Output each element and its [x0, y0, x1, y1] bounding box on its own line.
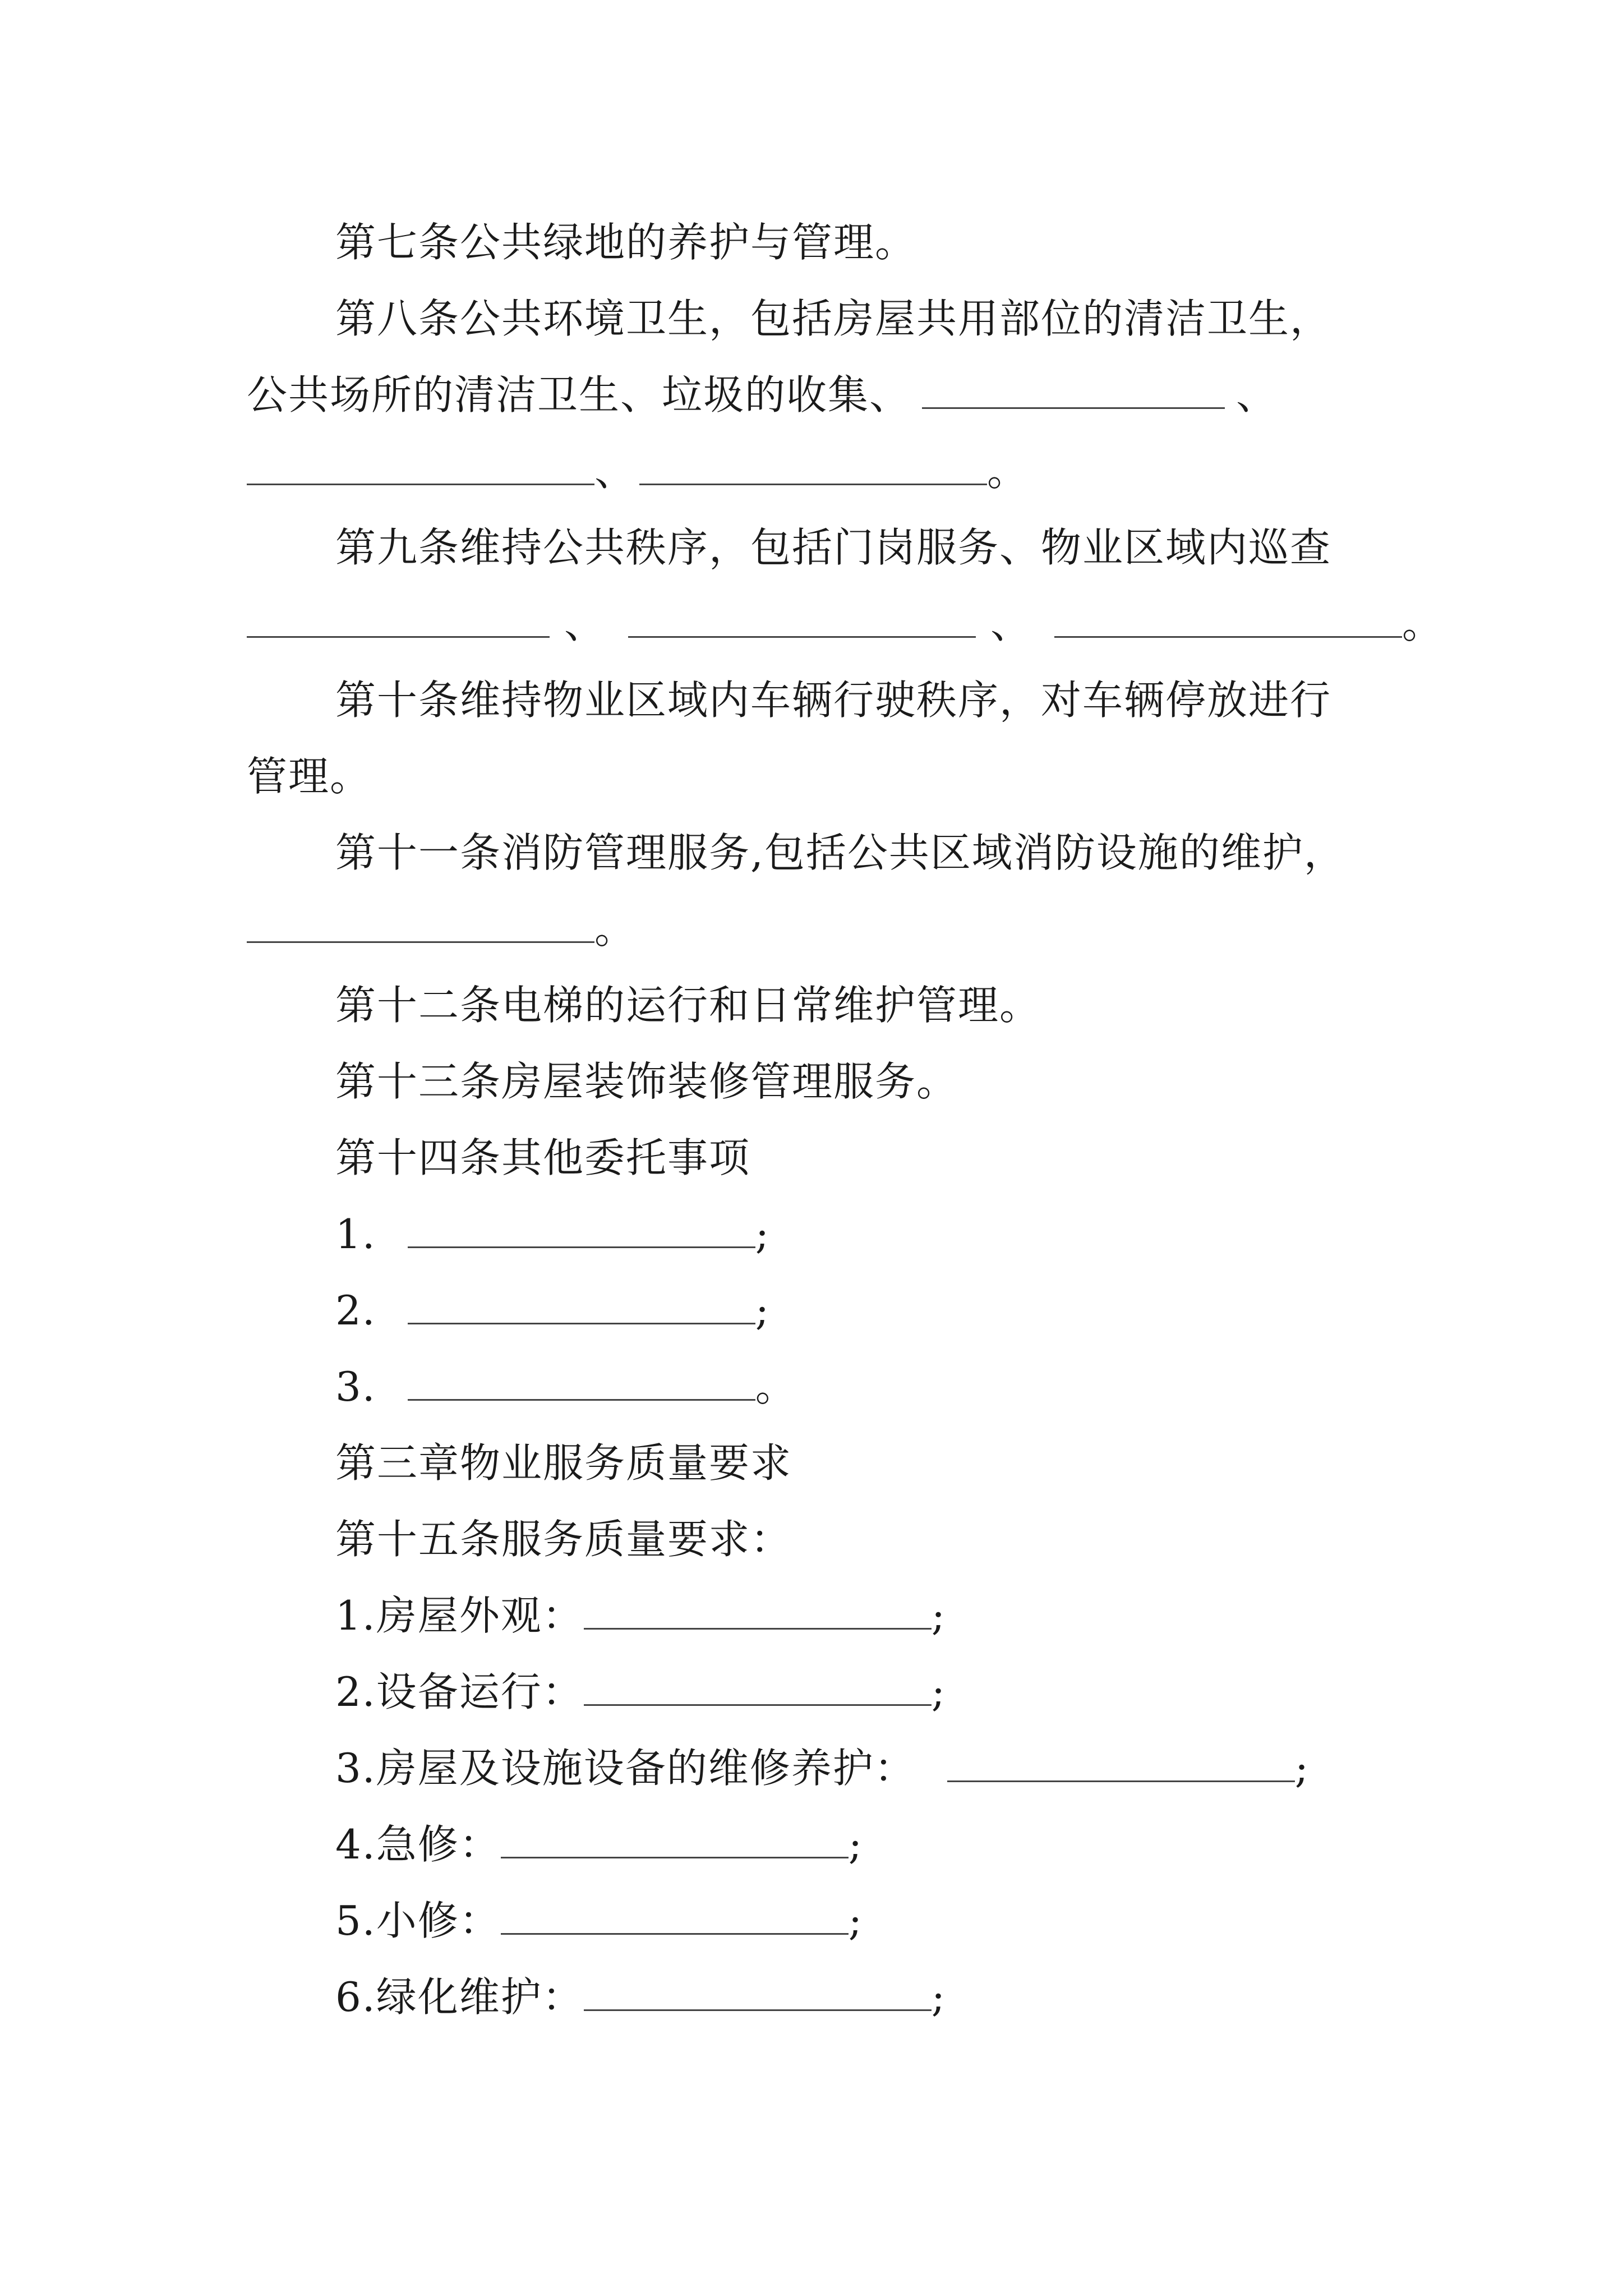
fill-blank[interactable]: [408, 1207, 755, 1248]
semicolon: ;: [931, 1592, 946, 1639]
article-12: [335, 978, 1041, 1032]
semicolon: ;: [755, 1287, 770, 1334]
item-label: 2.设备运行：: [335, 1668, 584, 1715]
period: 。: [987, 448, 1029, 495]
item-label: 5.小修：: [335, 1897, 501, 1944]
separator: 、: [594, 448, 637, 495]
fill-blank[interactable]: [247, 597, 550, 638]
article-10-text-2: 管理。: [247, 753, 372, 800]
article-8-text: 第八条公共环境卫生，包括房屋共用部位的清洁卫生，: [335, 295, 1332, 342]
article-15: [335, 1512, 792, 1566]
article-8-line-3: [247, 444, 1029, 498]
semicolon: ;: [931, 1668, 946, 1715]
article-11-line-1: [335, 826, 1345, 880]
other-item-2: [335, 1283, 770, 1337]
item-number: 2.: [335, 1287, 376, 1334]
semicolon: ;: [931, 1973, 946, 2021]
fill-blank[interactable]: [628, 597, 976, 638]
fill-blank[interactable]: [501, 1894, 849, 1935]
article-14: [335, 1131, 750, 1185]
item-label: 6.绿化维护：: [335, 1973, 584, 2021]
article-10-line-1: [335, 673, 1331, 727]
article-13: [335, 1055, 958, 1108]
item-label: 1.房屋外观：: [335, 1592, 584, 1639]
fill-blank[interactable]: [408, 1360, 755, 1401]
article-9-text: 第九条维持公共秩序，包括门岗服务、物业区域内巡查: [335, 524, 1332, 571]
fill-blank[interactable]: [247, 902, 594, 943]
other-item-3: [335, 1360, 797, 1414]
article-8-line-2: [247, 368, 1278, 422]
fill-blank[interactable]: [947, 1741, 1295, 1782]
quality-item-3: [335, 1741, 1310, 1795]
article-11-text: 第十一条消防管理服务,包括公共区域消防设施的维护，: [335, 829, 1345, 876]
quality-item-6: [335, 1970, 946, 2024]
fill-blank[interactable]: [584, 1589, 932, 1630]
item-label: 3.房屋及设施设备的维修养护：: [335, 1745, 916, 1792]
item-number: 3.: [335, 1363, 376, 1410]
separator: 、: [1236, 371, 1278, 418]
chapter-title: 第三章物业服务质量要求: [335, 1439, 792, 1487]
quality-item-1: [335, 1589, 946, 1642]
fill-blank[interactable]: [501, 1818, 849, 1858]
chapter-3-heading: [335, 1436, 792, 1490]
article-9-line-1: [335, 521, 1331, 574]
fill-blank[interactable]: [922, 368, 1225, 409]
fill-blank[interactable]: [247, 444, 594, 485]
article-10-text: 第十条维持物业区域内车辆行驶秩序，对车辆停放进行: [335, 677, 1332, 724]
period: 。: [1402, 600, 1444, 647]
quality-item-2: [335, 1665, 946, 1719]
article-13-text: 第十三条房屋装饰装修管理服务。: [335, 1058, 958, 1105]
semicolon: ;: [848, 1897, 863, 1944]
article-10-line-2: [247, 749, 371, 803]
period: 。: [755, 1363, 797, 1410]
article-12-text: 第十二条电梯的运行和日常维护管理。: [335, 982, 1041, 1029]
separator: 、: [990, 600, 1032, 647]
item-number: 1.: [335, 1211, 376, 1258]
period: 。: [594, 905, 637, 953]
article-9-line-2: [247, 597, 1444, 651]
quality-item-5: [335, 1894, 863, 1948]
semicolon: ;: [755, 1211, 770, 1258]
semicolon: ;: [1294, 1745, 1310, 1792]
article-8-text-2: 公共场所的清洁卫生、垃圾的收集、: [247, 371, 911, 418]
fill-blank[interactable]: [639, 444, 987, 485]
article-14-text: 第十四条其他委托事项: [335, 1134, 751, 1181]
article-11-line-2: [247, 902, 636, 956]
article-15-text: 第十五条服务质量要求：: [335, 1516, 792, 1563]
article-7: [335, 215, 916, 269]
fill-blank[interactable]: [584, 1970, 932, 2011]
fill-blank[interactable]: [584, 1665, 932, 1706]
item-label: 4.急修：: [335, 1821, 501, 1868]
article-8-line-1: [335, 292, 1331, 346]
fill-blank[interactable]: [1054, 597, 1402, 638]
quality-item-4: [335, 1818, 863, 1871]
fill-blank[interactable]: [408, 1283, 755, 1324]
separator: 、: [564, 600, 606, 647]
other-item-1: [335, 1207, 770, 1261]
article-7-text: 第七条公共绿地的养护与管理。: [335, 219, 917, 266]
semicolon: ;: [848, 1821, 863, 1868]
